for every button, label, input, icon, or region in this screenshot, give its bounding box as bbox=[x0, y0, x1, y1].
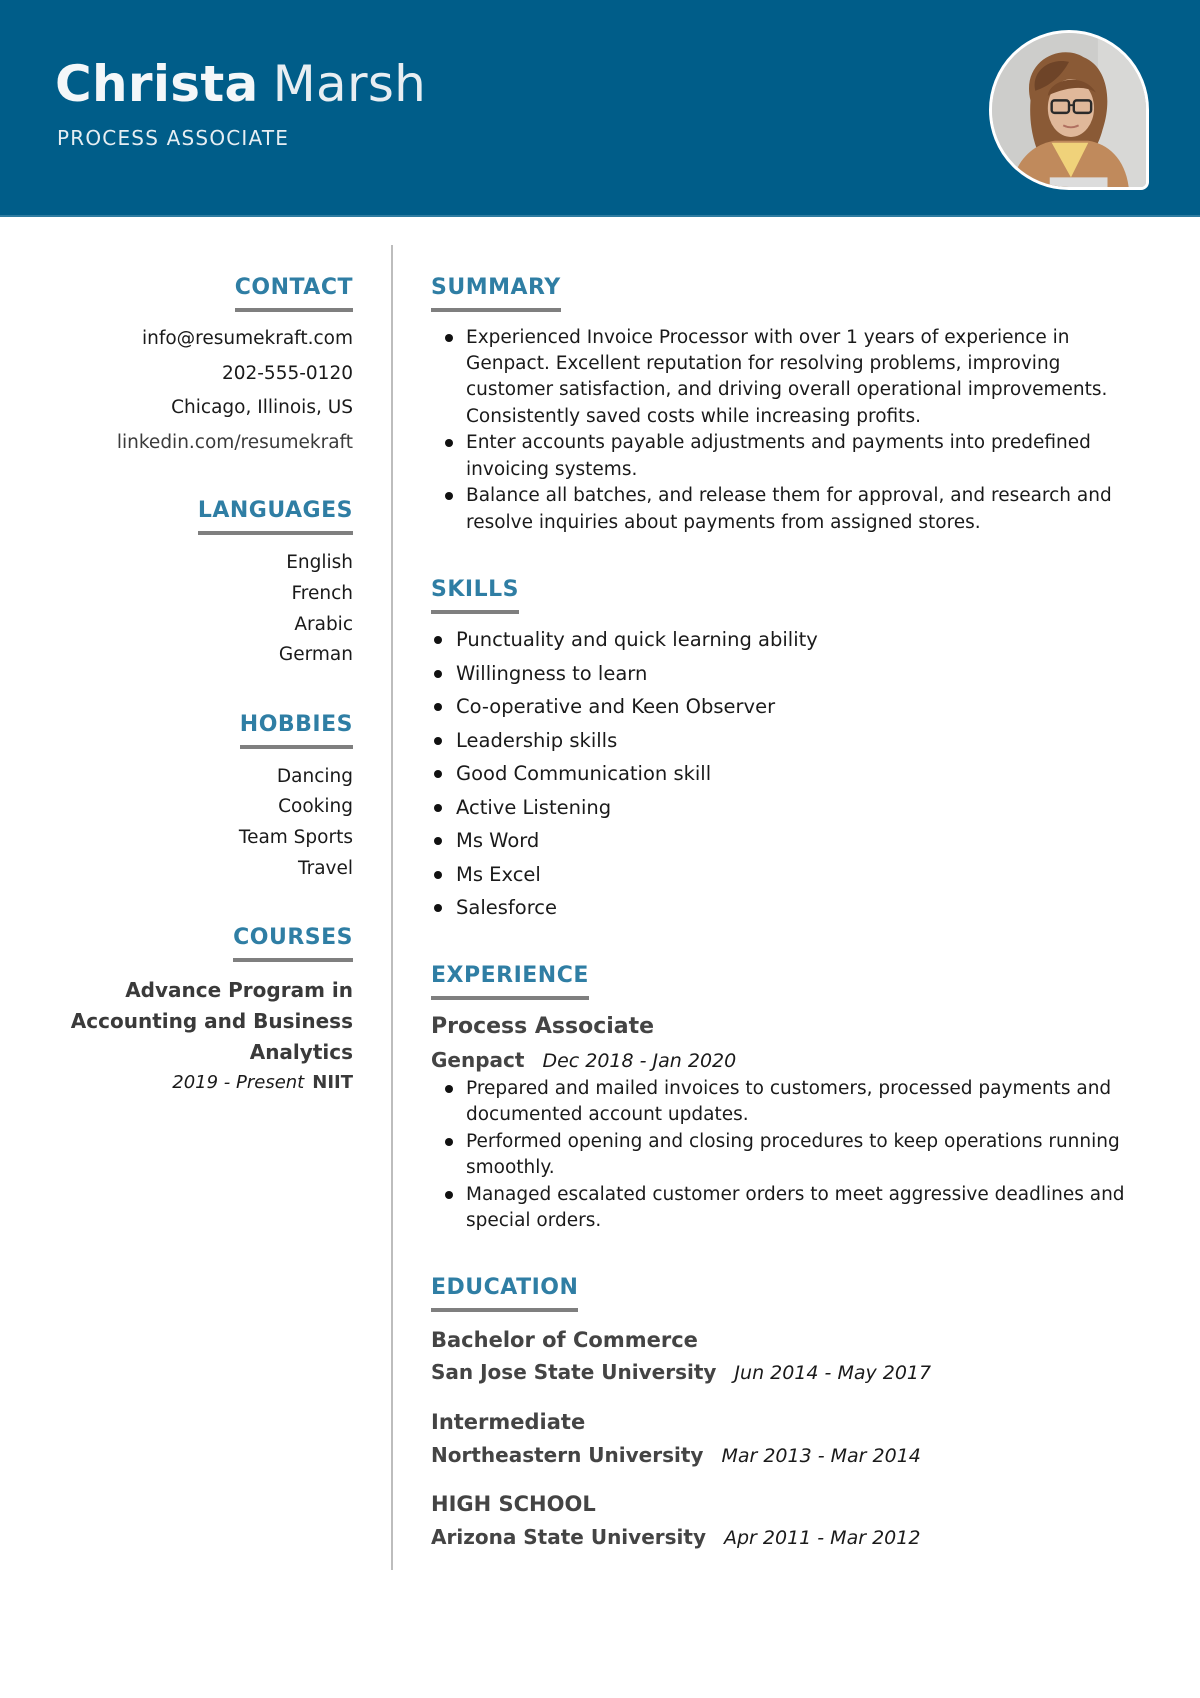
skill-item: Ms Word bbox=[456, 829, 540, 852]
bullet-icon bbox=[445, 1085, 453, 1093]
job-bullet-line: smoothly. bbox=[466, 1157, 555, 1178]
course-dates: 2019 - Present bbox=[172, 1072, 305, 1093]
course-institution: NIIT bbox=[312, 1072, 353, 1093]
bullet-icon bbox=[434, 703, 442, 711]
contact-location: Chicago, Illinois, US bbox=[171, 397, 353, 418]
education-school: Arizona State University bbox=[431, 1525, 706, 1549]
job-bullet-line: documented account updates. bbox=[466, 1104, 749, 1125]
last-name: Marsh bbox=[272, 55, 427, 113]
experience-heading: EXPERIENCE bbox=[431, 962, 589, 1000]
education-meta bbox=[431, 1523, 920, 1552]
bullet-icon bbox=[445, 334, 453, 342]
bullet-icon bbox=[445, 439, 453, 447]
job-title: PROCESS ASSOCIATE bbox=[57, 126, 290, 150]
bullet-icon bbox=[445, 1191, 453, 1199]
skill-item: Good Communication skill bbox=[456, 762, 712, 785]
course-title-line: Analytics bbox=[249, 1040, 353, 1064]
education-dates: Jun 2014 - May 2017 bbox=[734, 1362, 932, 1384]
language-item: Arabic bbox=[294, 614, 353, 635]
summary-line: customer satisfaction, and driving overall operational improvements. bbox=[466, 379, 1108, 400]
summary-line: Experienced Invoice Processor with over 1 years of experience in bbox=[466, 327, 1070, 348]
education-dates: Apr 2011 - Mar 2012 bbox=[723, 1527, 921, 1549]
language-item: German bbox=[278, 644, 353, 665]
job-bullet-line: Prepared and mailed invoices to customers, processed payments and bbox=[466, 1078, 1112, 1099]
hobby-item: Travel bbox=[298, 858, 353, 879]
summary-line: invoicing systems. bbox=[466, 459, 638, 480]
skill-item: Leadership skills bbox=[456, 729, 618, 752]
job-dates: Dec 2018 - Jan 2020 bbox=[542, 1050, 737, 1072]
bullet-icon bbox=[434, 837, 442, 845]
job-bullet-line: Managed escalated customer orders to meet aggressive deadlines and bbox=[466, 1184, 1125, 1205]
hobby-item: Team Sports bbox=[238, 827, 353, 848]
skill-item: Punctuality and quick learning ability bbox=[456, 628, 818, 651]
education-degree: Bachelor of Commerce bbox=[431, 1328, 698, 1352]
summary-line: resolve inquiries about payments from assigned stores. bbox=[466, 512, 981, 533]
skills-heading: SKILLS bbox=[431, 576, 519, 614]
main-content bbox=[431, 0, 1171, 1698]
education-meta bbox=[431, 1441, 921, 1470]
contact-linkedin[interactable]: linkedin.com/resumekraft bbox=[116, 432, 353, 453]
hobby-item: Cooking bbox=[278, 796, 353, 817]
language-item: English bbox=[286, 552, 353, 573]
bullet-icon bbox=[434, 636, 442, 644]
course-title-line: Accounting and Business bbox=[70, 1009, 353, 1033]
bullet-icon bbox=[434, 670, 442, 678]
contact-phone: 202-555-0120 bbox=[221, 363, 353, 384]
job-bullet-line: Performed opening and closing procedures to keep operations running bbox=[466, 1131, 1120, 1152]
sidebar bbox=[40, 0, 353, 1698]
skill-item: Ms Excel bbox=[456, 863, 541, 886]
skill-item: Salesforce bbox=[456, 896, 558, 919]
bullet-icon bbox=[434, 737, 442, 745]
bullet-icon bbox=[434, 904, 442, 912]
summary-line: Balance all batches, and release them for approval, and research and bbox=[466, 485, 1112, 506]
column-divider bbox=[391, 245, 393, 1570]
bullet-icon bbox=[434, 804, 442, 812]
job-meta bbox=[431, 1046, 736, 1075]
summary-line: Enter accounts payable adjustments and payments into predefined bbox=[466, 432, 1091, 453]
education-meta bbox=[431, 1358, 931, 1387]
summary-line: Consistently saved costs while increasing profits. bbox=[466, 406, 921, 427]
education-school: Northeastern University bbox=[431, 1443, 704, 1467]
course-meta bbox=[172, 1071, 353, 1095]
bullet-icon bbox=[445, 1138, 453, 1146]
hobby-item: Dancing bbox=[276, 766, 353, 787]
bullet-icon bbox=[434, 871, 442, 879]
skill-item: Willingness to learn bbox=[456, 662, 648, 685]
job-role: Process Associate bbox=[431, 1014, 655, 1039]
courses-heading: COURSES bbox=[233, 924, 353, 962]
languages-heading: LANGUAGES bbox=[198, 497, 353, 535]
summary-heading: SUMMARY bbox=[431, 274, 561, 312]
hobbies-heading: HOBBIES bbox=[240, 711, 353, 749]
job-company: Genpact bbox=[431, 1048, 525, 1072]
language-item: French bbox=[291, 583, 353, 604]
education-dates: Mar 2013 - Mar 2014 bbox=[721, 1445, 921, 1467]
course-title-line: Advance Program in bbox=[125, 978, 353, 1002]
bullet-icon bbox=[434, 770, 442, 778]
bullet-icon bbox=[445, 492, 453, 500]
contact-heading: CONTACT bbox=[235, 274, 353, 312]
contact-email[interactable]: info@resumekraft.com bbox=[141, 328, 353, 349]
skill-item: Co-operative and Keen Observer bbox=[456, 695, 776, 718]
first-name: Christa bbox=[55, 55, 259, 113]
skill-item: Active Listening bbox=[456, 796, 612, 819]
summary-line: Genpact. Excellent reputation for resolving problems, improving bbox=[466, 353, 1061, 374]
education-degree: HIGH SCHOOL bbox=[431, 1492, 596, 1516]
job-bullet-line: special orders. bbox=[466, 1210, 602, 1231]
education-degree: Intermediate bbox=[431, 1410, 586, 1434]
education-school: San Jose State University bbox=[431, 1360, 717, 1384]
education-heading: EDUCATION bbox=[431, 1274, 578, 1312]
